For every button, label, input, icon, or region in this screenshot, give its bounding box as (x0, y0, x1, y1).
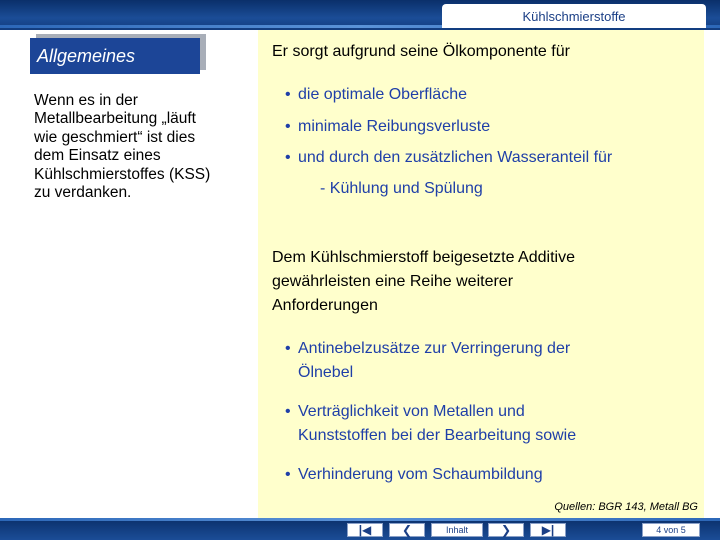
intro-line: wie geschmiert“ ist dies (34, 128, 196, 146)
bullet-text: die optimale Oberfläche (298, 86, 467, 103)
bullet-marker: • (285, 86, 291, 103)
bottom-bar-stripe (0, 518, 720, 521)
additives-paragraph (272, 246, 692, 318)
bullet-item (285, 463, 695, 487)
sub-item: - Kühlung und Spülung (320, 180, 483, 197)
bullet-text: Kunststoffen bei der Bearbeitung sowie (298, 427, 577, 444)
bullet-text: minimale Reibungsverluste (298, 118, 491, 135)
sources-note: Quellen: BGR 143, Metall BG (554, 501, 698, 513)
bullet-text: Verhinderung vom Schaumbildung (298, 466, 543, 483)
bullet-text: Verträglichkeit von Metallen und (298, 403, 525, 420)
bullet-marker: • (285, 466, 291, 483)
document-title: Kühlschmierstoffe (522, 8, 626, 24)
bullet-marker: • (285, 403, 291, 420)
next-icon: ❯ (500, 523, 512, 537)
previous-icon: ❮ (401, 523, 413, 537)
bullet-item (285, 115, 695, 139)
previous-page-button[interactable] (389, 523, 425, 537)
section-heading (30, 38, 200, 74)
intro-line: Metallbearbeitung „läuft (34, 110, 196, 128)
skip-to-first-icon: |◀ (358, 523, 372, 537)
bullet-text: und durch den zusätzlichen Wasseranteil für (298, 149, 613, 166)
intro-line: dem Einsatz eines (34, 147, 161, 165)
top-bar (0, 0, 720, 30)
first-page-button[interactable] (347, 523, 383, 537)
page-indicator (642, 523, 700, 537)
intro-text (34, 92, 249, 202)
content-intro: Er sorgt aufgrund seine Ölkomponente für (272, 43, 570, 60)
content-panel (258, 30, 704, 518)
paragraph-line: Dem Kühlschmierstoff beigesetzte Additive (272, 249, 575, 266)
section-heading-label: Allgemeines (37, 45, 136, 66)
contents-button[interactable] (431, 523, 483, 537)
paragraph-line: gewährleisten eine Reihe weiterer (272, 273, 514, 290)
bullet-text: Antinebelzusätze zur Verringerung der (298, 340, 571, 357)
bullet-item (285, 83, 695, 107)
skip-to-last-icon: ▶| (541, 523, 555, 537)
bullet-marker: • (285, 340, 291, 357)
intro-line: Kühlschmierstoffes (KSS) (34, 165, 211, 183)
intro-line: zu verdanken. (34, 184, 132, 202)
bullet-marker: • (285, 118, 291, 135)
intro-line: Wenn es in der (34, 92, 138, 109)
page-indicator-text: 4 von 5 (656, 525, 686, 535)
last-page-button[interactable] (530, 523, 566, 537)
contents-button-label: Inhalt (445, 524, 469, 535)
bullet-marker: • (285, 149, 291, 166)
bullet-item (285, 400, 695, 448)
next-page-button[interactable] (488, 523, 524, 537)
bullet-text: Ölnebel (298, 364, 354, 381)
document-title-tab (442, 4, 706, 28)
bullet-item (285, 146, 703, 170)
paragraph-line: Anforderungen (272, 297, 378, 314)
bullet-item (285, 337, 695, 385)
